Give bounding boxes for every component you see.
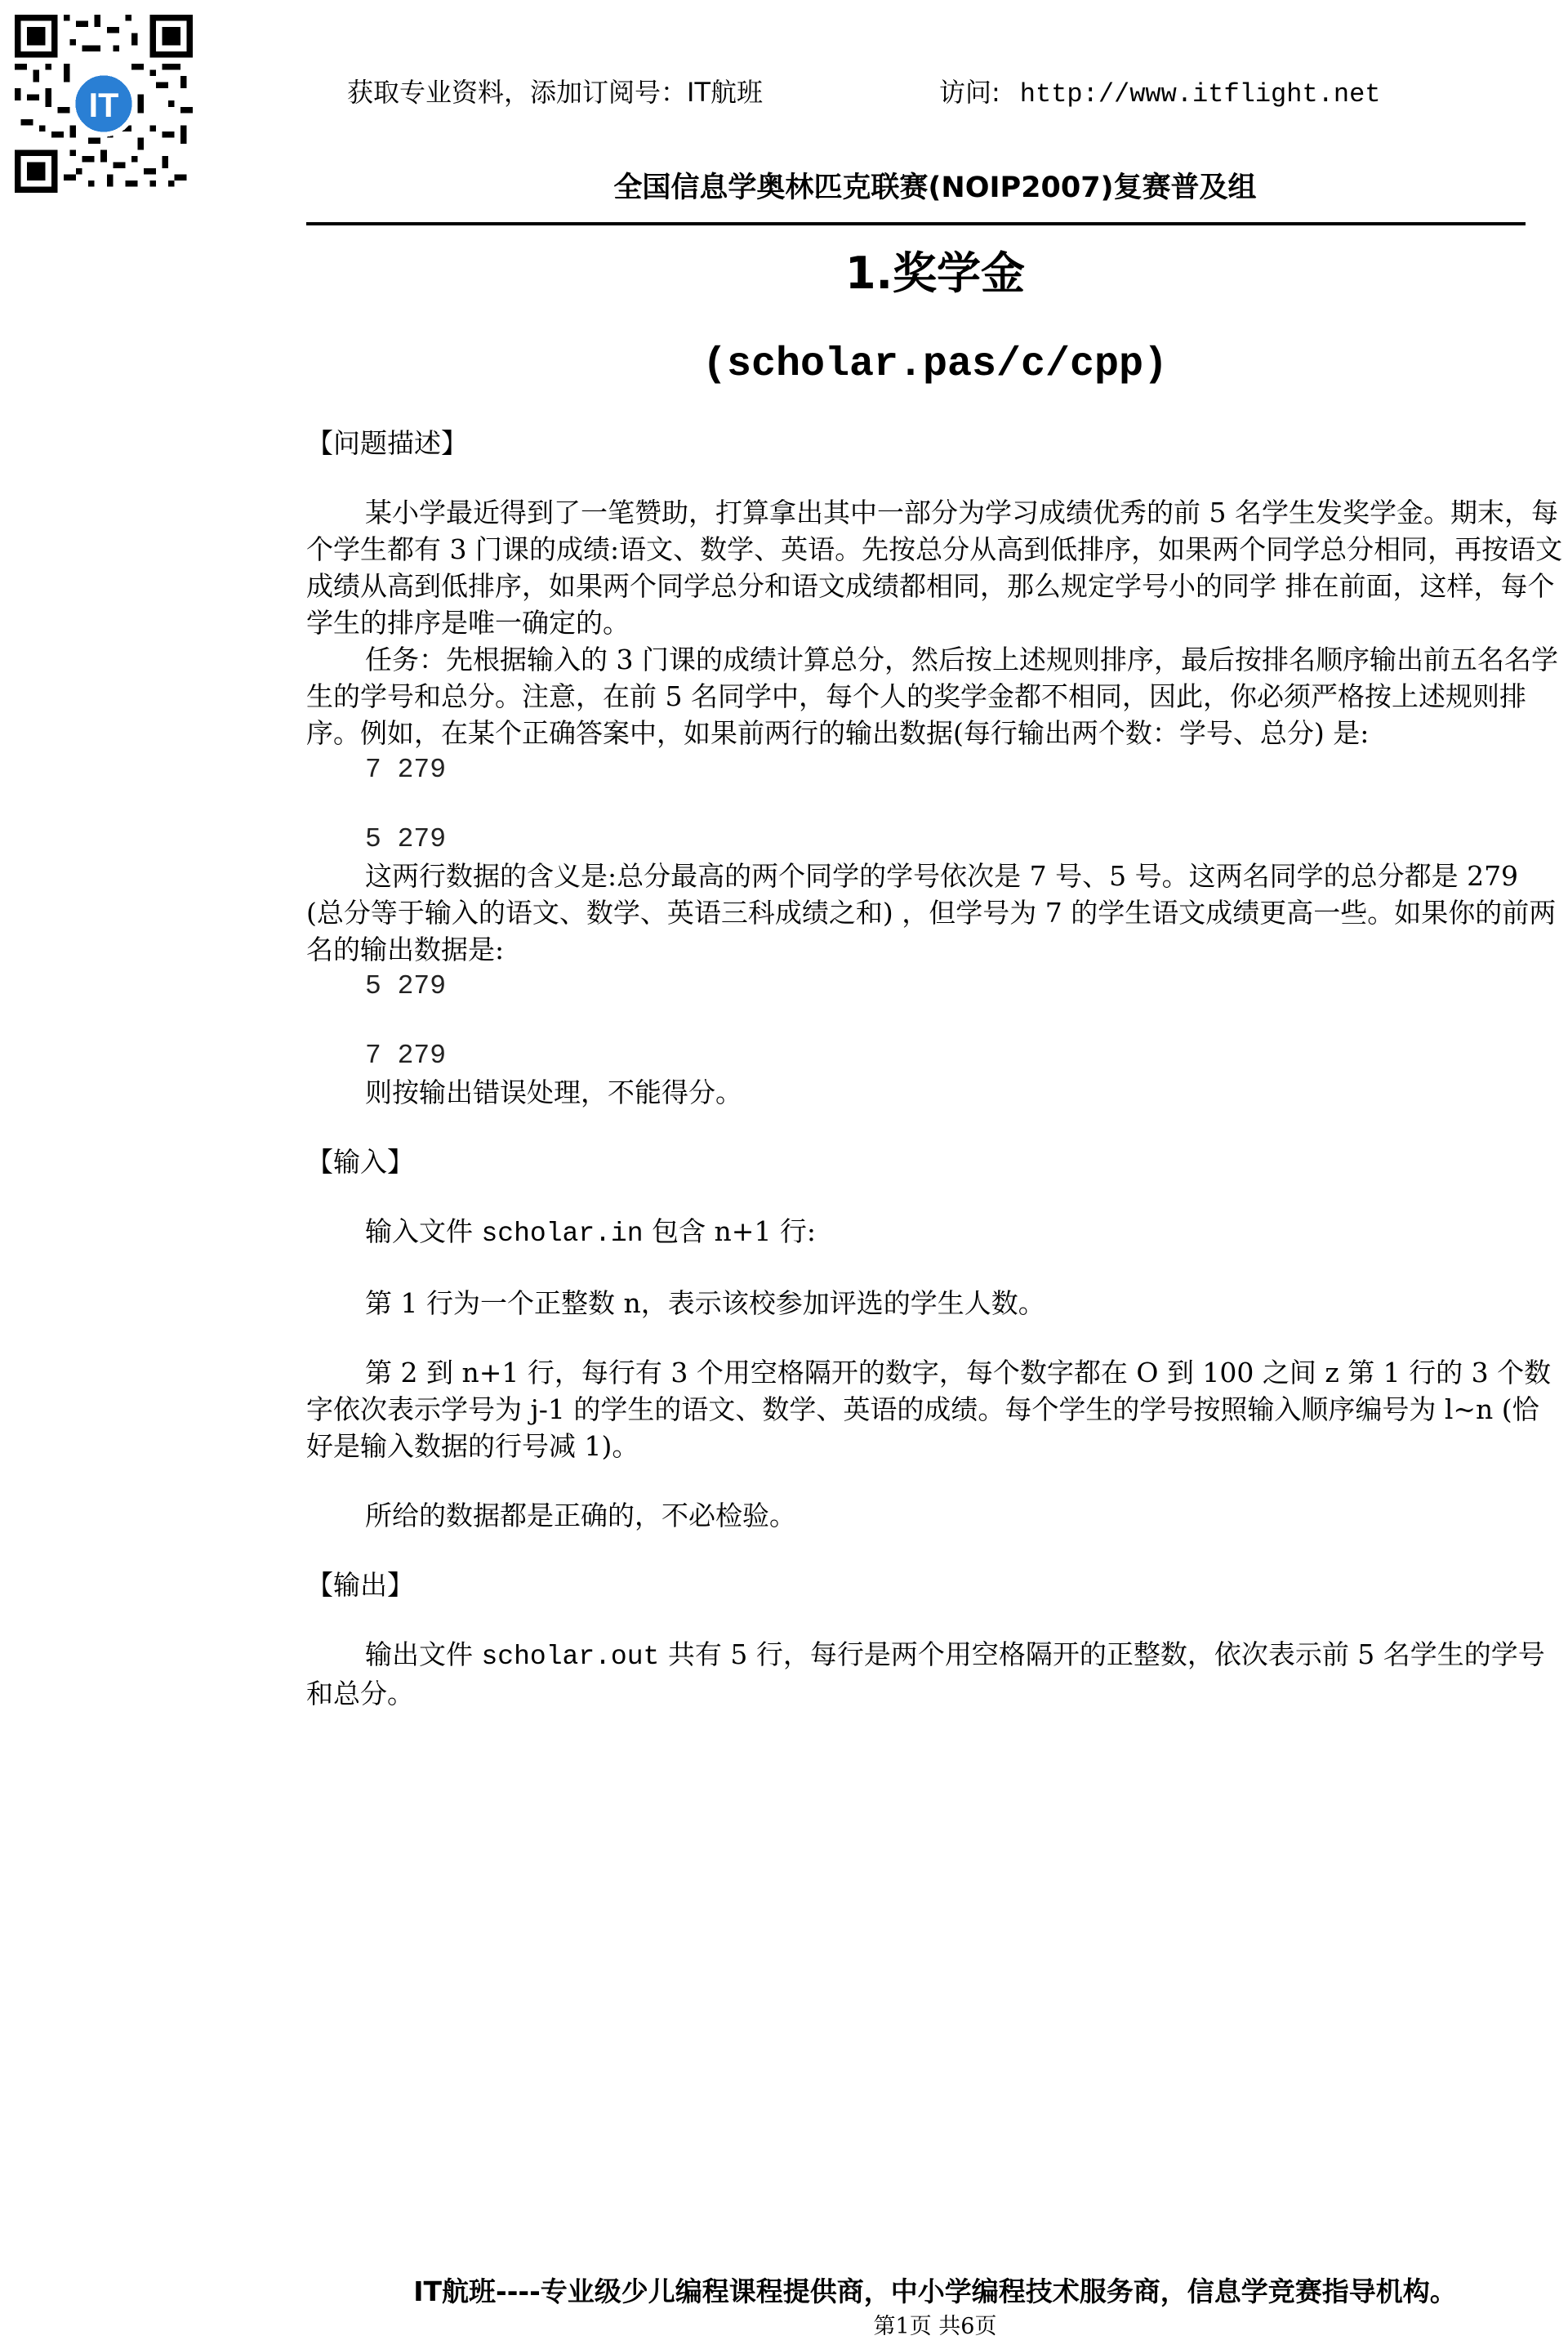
header-promo: 获取专业资料，添加订阅号：IT航班 xyxy=(347,77,763,108)
input-paragraph: 第 2 到 n+1 行，每行有 3 个用空格隔开的数字，每个数字都在 O 到 100 之间 z 第 1 行的 3 个数 字依次表示学号为 j-1 的学生的语文、数学、英语的成绩。每个学生的学号按照输入顺序编号为 l~n (恰好是输入数据的行号减 1)。 xyxy=(306,1357,1552,1462)
example-output-line: 5 279 xyxy=(365,824,447,854)
website-link[interactable]: http://www.itflight.net xyxy=(1019,79,1381,109)
example-output-line: 7 279 xyxy=(365,755,447,785)
footer-slogan: IT航班----专业级少儿编程课程提供商，中小学编程技术服务商，信息学竞赛指导机构。 xyxy=(413,2275,1457,2307)
input-paragraph xyxy=(306,1213,1564,1252)
input-text-a: 输入文件 xyxy=(365,1215,473,1247)
desc-paragraph: 某小学最近得到了一笔赞助，打算拿出其中一部分为学习成绩优秀的前 5 名学生发奖学金。期末，每个学生都有 3 门课的成绩:语文、数学、英语。先按总分从高到低排序，如果两个同学总分相同，再按语文成绩从高到低排序，如果两个同学总分和语文成绩都相同，那么规定学号小的同学 排在前面，这样，每个学生的排序是唯一确定的。 xyxy=(306,497,1563,639)
output-text-a: 输出文件 xyxy=(365,1638,473,1670)
example-output-line: 7 279 xyxy=(365,1041,447,1071)
section-heading-output: 【输出】 xyxy=(306,1569,414,1601)
example-output-line: 5 279 xyxy=(365,971,447,1001)
desc-paragraph: 则按输出错误处理，不能得分。 xyxy=(365,1076,742,1108)
qr-logo-text: IT xyxy=(88,86,119,124)
output-text-b: 共有 5 行，每行是两个用空格隔开的正整数，依次表示前 5 名学生的学号和总分。 xyxy=(306,1638,1545,1709)
section-heading-description: 【问题描述】 xyxy=(306,427,468,459)
input-paragraph: 第 1 行为一个正整数 n，表示该校参加评选的学生人数。 xyxy=(365,1287,1045,1319)
desc-paragraph: 任务：先根据输入的 3 门课的成绩计算总分，然后按上述规则排序，最后按排名顺序输出前五名名学生的学号和总分。注意，在前 5 名同学中，每个人的奖学金都不相同，因此，你必须严格按上述规则排序。例如，在某个正确答案中，如果前两行的输出数据(每行输出两个数：学号、总分) 是: xyxy=(306,644,1558,749)
problem-title: 1.奖学金 xyxy=(844,247,1026,299)
contest-title: 全国信息学奥林匹克联赛(NOIP2007)复赛普及组 xyxy=(613,172,1257,204)
header-divider xyxy=(306,222,1526,225)
output-filename: scholar.out xyxy=(481,1642,660,1672)
section-heading-input: 【输入】 xyxy=(306,1146,414,1178)
header-visit xyxy=(939,72,1380,109)
problem-body xyxy=(306,425,1564,1712)
page-number: 第1页 共6页 xyxy=(873,2314,997,2339)
input-text-b: 包含 n+1 行: xyxy=(652,1215,817,1247)
input-filename: scholar.in xyxy=(481,1219,644,1249)
output-paragraph xyxy=(306,1636,1564,1712)
input-paragraph: 所给的数据都是正确的，不必检验。 xyxy=(365,1500,796,1531)
visit-label: 访问: xyxy=(939,77,1000,108)
problem-subtitle: (scholar.pas/c/cpp) xyxy=(702,341,1169,388)
desc-paragraph: 这两行数据的含义是:总分最高的两个同学的学号依次是 7 号、5 号。这两名同学的总分都是 279 (总分等于输入的语文、数学、英语三科成绩之和) ，但学号为 7 的学生语文成绩更高一些。如果你的前两名的输出数据是: xyxy=(306,860,1557,965)
